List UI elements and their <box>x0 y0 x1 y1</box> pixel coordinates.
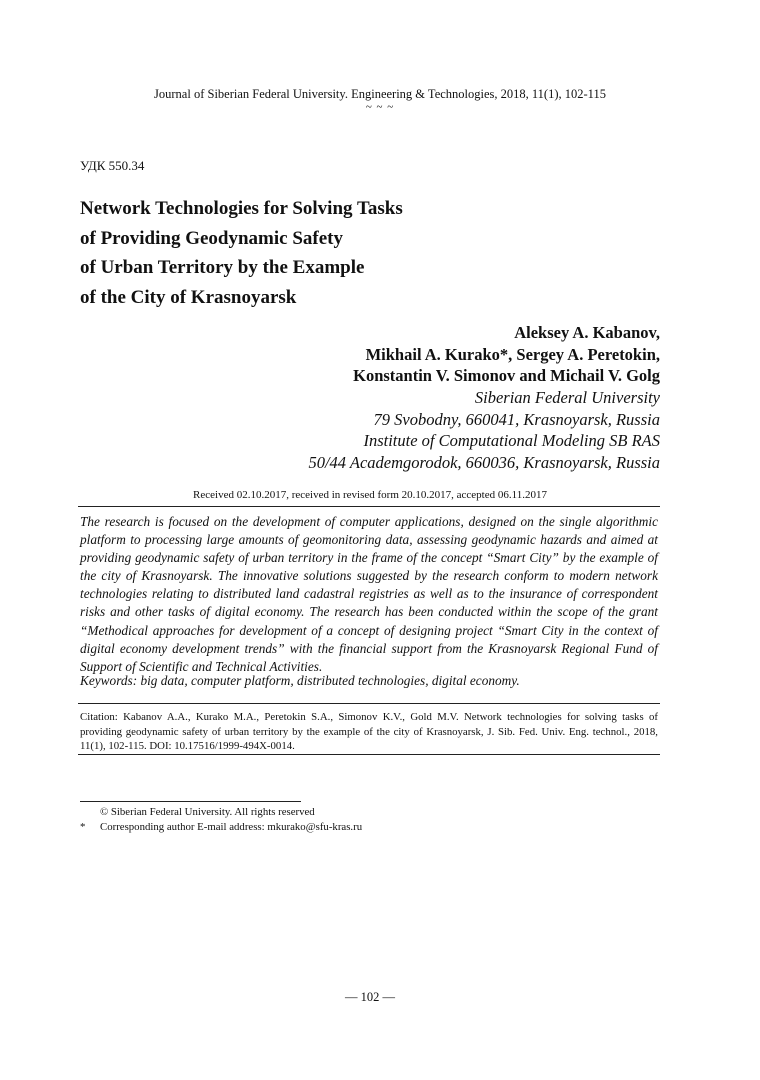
received-dates: Received 02.10.2017, received in revised form 20.10.2017, accepted 06.11.2017 <box>193 489 547 501</box>
abstract-text: The research is focused on the development of computer applications, designed on the single algorithmic platform to processing large amounts of geomonitoring data, assessing geodynamic hazards and aimed at providing geodynamic safety of urban territory in the frame of the concept “Smart City” by the example of the city of Krasnoyarsk. The innovative solutions suggested by the research conform to modern network technologies relating to distributed land cadastral registries as well as to the insurance of correspondent risks and other tasks of digital economy. The research has been conducted within the scope of the grant “Methodical approaches for development of a concept of designing project “Smart City in the context of digital economy development trends” with the financial support from the Krasnoyarsk Regional Fund of Support of Scientific and Technical Activities. <box>80 514 658 674</box>
corresponding-footnote <box>80 820 362 834</box>
affiliation-line: Siberian Federal University <box>474 388 660 407</box>
page-number: — 102 — <box>345 990 395 1004</box>
footnote-rule <box>80 801 301 802</box>
header-ornament: ~ ~ ~ <box>365 101 395 113</box>
title-line: of the City of Krasnoyarsk <box>80 286 297 308</box>
copyright-text: © Siberian Federal University. All rights reserved <box>100 806 315 818</box>
affiliations-block <box>308 387 660 473</box>
affiliation-line: 79 Svobodny, 660041, Krasnoyarsk, Russia <box>373 409 660 429</box>
authors-block <box>353 322 660 387</box>
journal-header: Journal of Siberian Federal University. Engineering & Technologies, 2018, 11(1), 102-115 <box>154 87 606 101</box>
abstract-top-rule <box>78 506 660 507</box>
citation-bottom-rule <box>78 754 660 755</box>
affiliation-line: Institute of Computational Modeling SB RAS <box>363 431 660 450</box>
udk-code: УДК 550.34 <box>80 158 145 173</box>
citation-top-rule <box>78 703 660 704</box>
copyright-footnote <box>80 805 315 819</box>
title-line: Network Technologies for Solving Tasks <box>80 198 403 219</box>
corresponding-text: Corresponding author E-mail address: mkurako@sfu-kras.ru <box>100 821 363 833</box>
author-line: Aleksey A. Kabanov, <box>514 323 660 342</box>
keywords-text: Keywords: big data, computer platform, distributed technologies, digital economy. <box>80 673 520 688</box>
title-line: of Urban Territory by the Example <box>80 257 365 278</box>
author-line: Konstantin V. Simonov and Michail V. Golg <box>353 366 660 385</box>
affiliation-line: 50/44 Academgorodok, 660036, Krasnoyarsk, Russia <box>308 452 660 472</box>
title-line: of Providing Geodynamic Safety <box>80 227 344 249</box>
paper-title <box>80 194 500 312</box>
citation-text: Citation: Kabanov A.A., Kurako M.A., Peretokin S.A., Simonov K.V., Gold M.V. Network technologies for solving tasks of providing geodynamic safety of urban territory by the example of the city of Krasnoyarsk, J. Sib. Fed. Univ. Eng. technol., 2018, 11(1), 102-115. DOI: 10.17516/1999-494X-0014. <box>80 711 658 752</box>
author-line: Mikhail A. Kurako*, Sergey A. Peretokin, <box>365 344 660 364</box>
footnote-asterisk: * <box>80 821 86 833</box>
